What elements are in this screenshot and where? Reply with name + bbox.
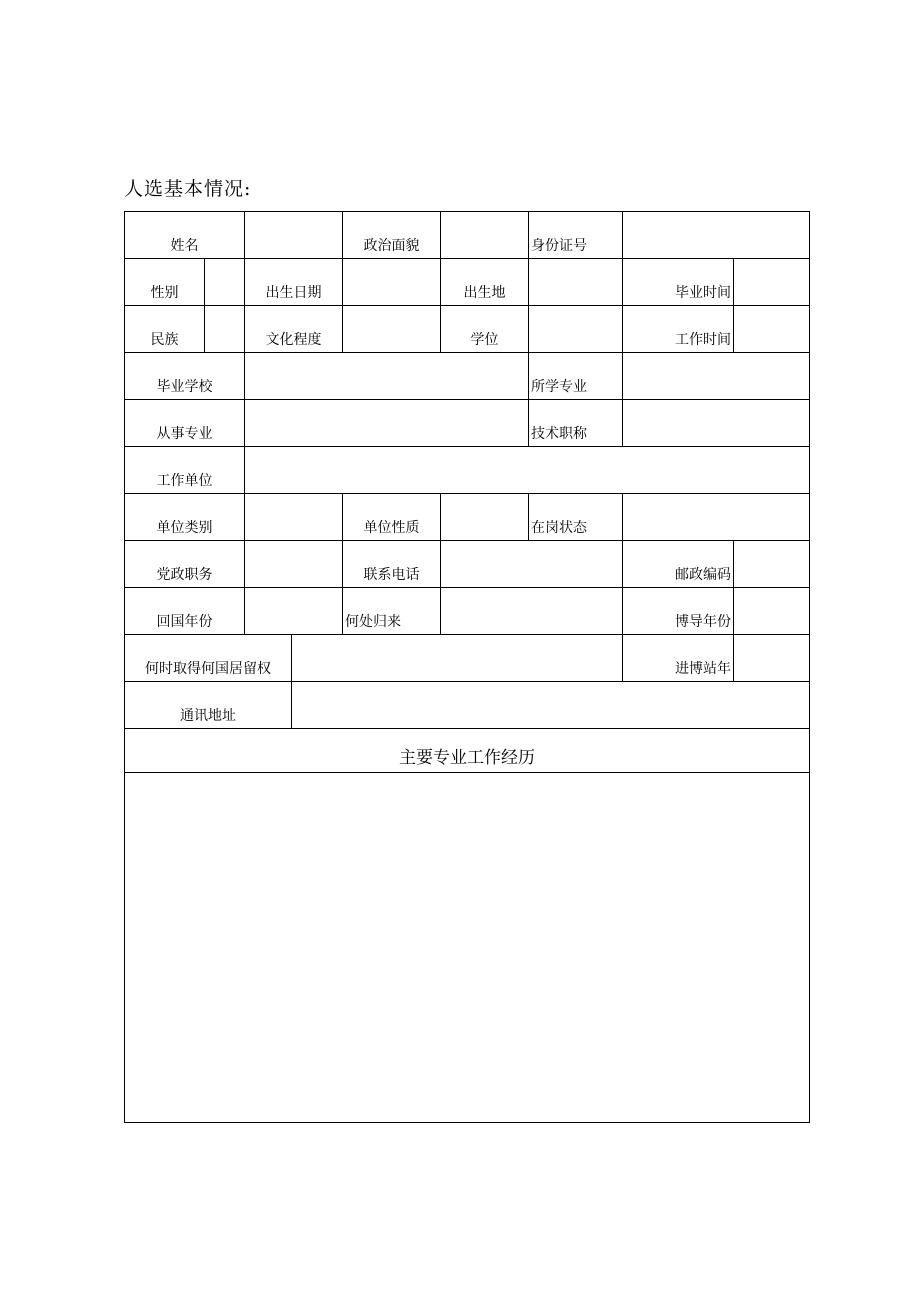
row-ethnicity xyxy=(125,306,810,353)
row-residence xyxy=(125,635,810,682)
phone-value-cell[interactable] xyxy=(441,541,623,588)
employer-nature-value-cell[interactable] xyxy=(441,494,529,541)
work-start-time-label: 工作时间 xyxy=(623,306,734,353)
employment-status-value-cell[interactable] xyxy=(623,494,810,541)
row-address xyxy=(125,682,810,729)
row-school xyxy=(125,353,810,400)
employer-nature-label: 单位性质 xyxy=(343,494,441,541)
residence-right-label: 何时取得何国居留权 xyxy=(125,635,292,682)
id-number-value-cell[interactable] xyxy=(623,212,810,259)
current-specialty-label: 从事专业 xyxy=(125,400,245,447)
postdoc-year-label: 进博站年 xyxy=(623,635,734,682)
employer-category-value-cell[interactable] xyxy=(245,494,343,541)
employer-label: 工作单位 xyxy=(125,447,245,494)
ethnicity-label: 民族 xyxy=(125,306,205,353)
birth-date-label: 出生日期 xyxy=(245,259,343,306)
party-gov-position-value-cell[interactable] xyxy=(245,541,343,588)
phd-supervisor-year-value-cell[interactable] xyxy=(734,588,810,635)
degree-label: 学位 xyxy=(441,306,529,353)
birth-date-value-cell[interactable] xyxy=(343,259,441,306)
gender-value-cell[interactable] xyxy=(205,259,245,306)
row-employer-category xyxy=(125,494,810,541)
history-content-cell[interactable] xyxy=(125,773,810,1123)
employer-value-cell[interactable] xyxy=(245,447,810,494)
current-specialty-value-cell[interactable] xyxy=(245,400,529,447)
graduation-time-value-cell[interactable] xyxy=(734,259,810,306)
returned-from-value-cell[interactable] xyxy=(441,588,623,635)
phone-label: 联系电话 xyxy=(343,541,441,588)
birth-place-label: 出生地 xyxy=(441,259,529,306)
id-number-label: 身份证号 xyxy=(529,212,623,259)
mailing-address-label: 通讯地址 xyxy=(125,682,292,729)
graduated-school-label: 毕业学校 xyxy=(125,353,245,400)
gender-label: 性别 xyxy=(125,259,205,306)
political-status-value-cell[interactable] xyxy=(441,212,529,259)
technical-title-label: 技术职称 xyxy=(529,400,623,447)
row-specialty xyxy=(125,400,810,447)
return-year-value-cell[interactable] xyxy=(245,588,343,635)
name-value-cell[interactable] xyxy=(245,212,343,259)
graduation-time-label: 毕业时间 xyxy=(623,259,734,306)
history-section-title: 主要专业工作经历 xyxy=(125,729,810,773)
education-level-label: 文化程度 xyxy=(245,306,343,353)
education-level-value-cell[interactable] xyxy=(343,306,441,353)
row-history-body xyxy=(125,773,810,1123)
postal-code-value-cell[interactable] xyxy=(734,541,810,588)
birth-place-value-cell[interactable] xyxy=(529,259,623,306)
employment-status-label: 在岗状态 xyxy=(529,494,623,541)
page-heading: 人选基本情况: xyxy=(124,178,252,200)
residence-right-value-cell[interactable] xyxy=(292,635,623,682)
work-start-time-value-cell[interactable] xyxy=(734,306,810,353)
party-gov-position-label: 党政职务 xyxy=(125,541,245,588)
political-status-label: 政治面貌 xyxy=(343,212,441,259)
row-position xyxy=(125,541,810,588)
major-studied-label: 所学专业 xyxy=(529,353,623,400)
return-year-label: 回国年份 xyxy=(125,588,245,635)
technical-title-value-cell[interactable] xyxy=(623,400,810,447)
name-label: 姓名 xyxy=(125,212,245,259)
postdoc-year-value-cell[interactable] xyxy=(734,635,810,682)
row-return xyxy=(125,588,810,635)
row-history-title xyxy=(125,729,810,773)
returned-from-label: 何处归来 xyxy=(343,588,441,635)
major-studied-value-cell[interactable] xyxy=(623,353,810,400)
graduated-school-value-cell[interactable] xyxy=(245,353,529,400)
ethnicity-value-cell[interactable] xyxy=(205,306,245,353)
degree-value-cell[interactable] xyxy=(529,306,623,353)
candidate-info-table xyxy=(124,211,810,1123)
postal-code-label: 邮政编码 xyxy=(623,541,734,588)
employer-category-label: 单位类别 xyxy=(125,494,245,541)
row-gender xyxy=(125,259,810,306)
mailing-address-value-cell[interactable] xyxy=(292,682,810,729)
row-name xyxy=(125,212,810,259)
phd-supervisor-year-label: 博导年份 xyxy=(623,588,734,635)
row-employer xyxy=(125,447,810,494)
